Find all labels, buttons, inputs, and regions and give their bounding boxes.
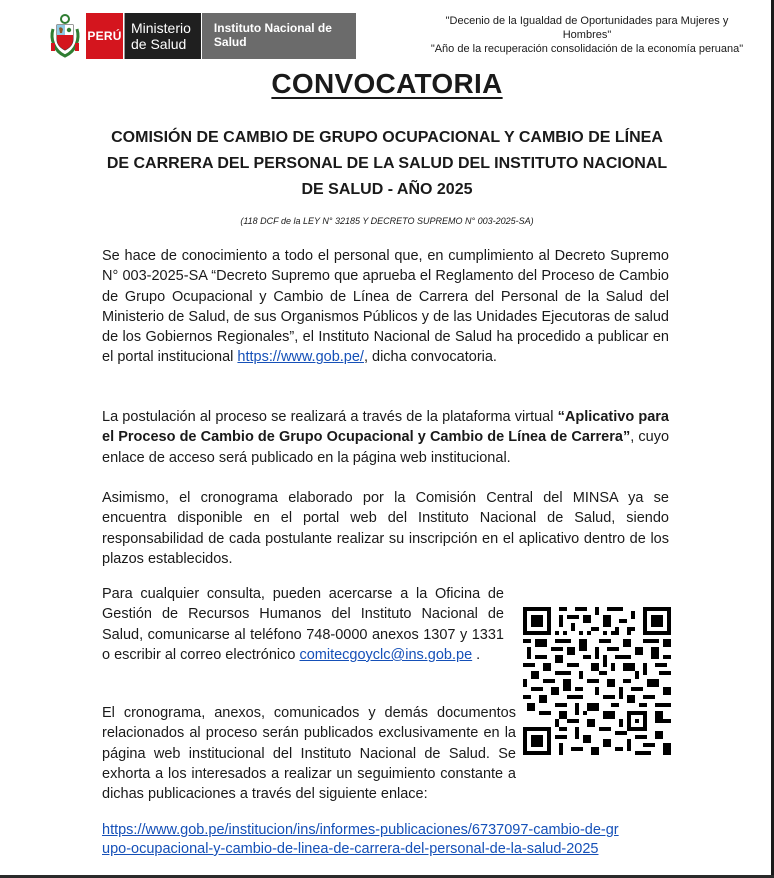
legal-reference: (118 DCF de la LEY N° 32185 Y DECRETO SUPREMO N° 003-2025-SA): [240, 216, 534, 226]
page-title: [0, 68, 774, 100]
informes-publicaciones-link-line-2[interactable]: upo-ocupacional-y-cambio-de-linea-de-carrera-del-personal-de-la-salud-2025: [102, 841, 599, 857]
paragraph-2-text: La postulación al proceso se realizará a través de la plataforma virtual: [102, 409, 558, 425]
paragraph-announcement: [102, 246, 669, 368]
decade-line-1: "Decenio de la Igualdad de Oportunidades para Mujeres y: [445, 15, 729, 27]
qr-code-icon: [523, 606, 671, 756]
final-link-block: [102, 821, 682, 859]
peru-label: PERÚ: [86, 13, 124, 59]
paragraph-1-tail: , dicha convocatoria.: [363, 349, 497, 366]
institutional-header: [48, 10, 356, 62]
ministry-line-1: Ministerio: [131, 20, 191, 36]
paragraph-documents: El cronograma, anexos, comunicados y demás documentos relacionados al proceso serán publicados exclusivamente en la página web institucional del Instituto Nacional de Salud. Se exhorta a los interesados a realizar un seguimiento constante a dichas publicaciones a través del siguiente enlace:: [102, 705, 516, 803]
informes-publicaciones-link-line-1[interactable]: https://www.gob.pe/institucion/ins/informes-publicaciones/6737097-cambio-de-gr: [102, 822, 619, 838]
ministry-label: [124, 13, 201, 59]
subtitle: COMISIÓN DE CAMBIO DE GRUPO OCUPACIONAL Y CAMBIO DE LÍNEA DE CARRERA DEL PERSONAL DE LA SALUD DEL INSTITUTO NACIONAL DE SALUD - AÑO 2025: [106, 129, 668, 198]
contact-email-link[interactable]: comitecgoyclc@ins.gob.pe: [299, 646, 473, 663]
institute-label: Instituto Nacional de Salud: [202, 13, 356, 59]
page-title-text: CONVOCATORIA: [271, 68, 503, 99]
paragraph-2-tail: , cuyo enlace de acceso será publicado en la página web institucional.: [102, 429, 670, 466]
paragraph-4-text: Para cualquier consulta, pueden acercarse a la Oficina de Gestión de Recursos Humanos del Instituto Nacional de Salud, comunicarse al teléfono 748-0000 anexos 1307 y 1331 o escribir al correo electrónico: [102, 586, 504, 663]
paragraph-1-text: Se hace de conocimiento a todo el personal que, en cumplimiento al Decreto Supremo N° 003-2025-SA “Decreto Supremo que aprueba el Reglamento del Proceso de Cambio de Grupo Ocupacional y Cambio de Línea de Carrera del Personal de la Salud del Ministerio de Salud, de sus Organismos Públicos y de las Unidades Ejecutoras de salud de los Gobiernos Regionales”, el Instituto Nacional de Salud ha procedido a publicar en el portal institucional: [102, 248, 669, 366]
national-seal-icon: [48, 13, 82, 59]
paragraph-contact: [102, 584, 504, 665]
decade-slogan: [412, 14, 762, 56]
platform-name: “Aplicativo para el Proceso de Cambio de Grupo Ocupacional y Cambio de Línea de Carrera”: [102, 409, 669, 446]
year-slogan: "Año de la recuperación consolidación de la economía peruana": [430, 43, 744, 55]
gob-pe-link[interactable]: https://www.gob.pe/: [237, 349, 364, 366]
paragraph-4-tail: .: [472, 646, 481, 663]
paragraph-schedule: Asimismo, el cronograma elaborado por la Comisión Central del MINSA ya se encuentra disponible en el portal web del Instituto Nacional de Salud, siendo responsabilidad de cada postulante realizar su inscripción en el aplicativo dentro de los plazos establecidos.: [102, 490, 669, 567]
paragraph-application: [102, 407, 669, 468]
decade-line-2: Hombres": [562, 29, 612, 41]
ministry-line-2: de Salud: [131, 36, 187, 52]
